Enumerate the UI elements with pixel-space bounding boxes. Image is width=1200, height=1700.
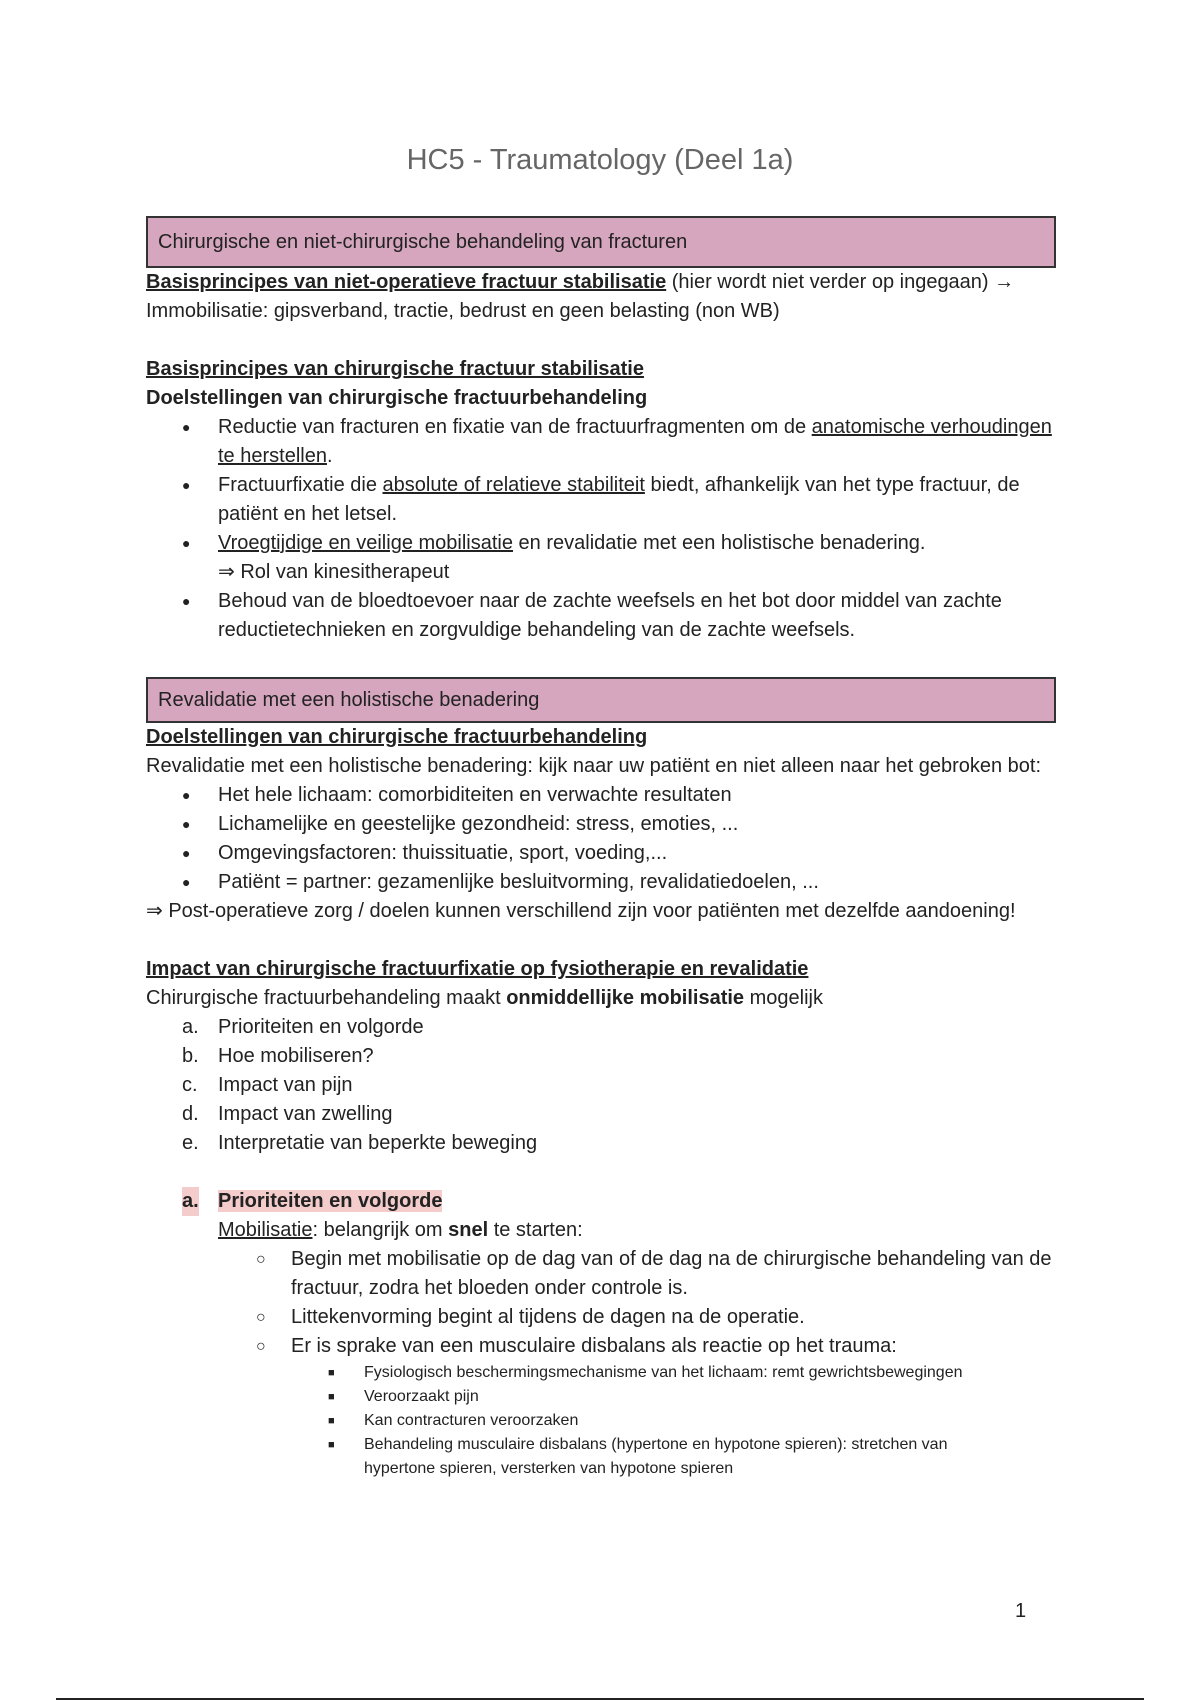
heading-chirurgische-stabilisatie: Basisprincipes van chirurgische fractuur stabilisatie [146,358,644,380]
list-item: ● Het hele lichaam: comorbiditeiten en verwachte resultaten [146,781,1056,810]
paragraph-mobilisatie-snel: Mobilisatie: belangrijk om snel te starten: [218,1219,583,1241]
square-list [146,1361,1056,1481]
list-item: ○ Begin met mobilisatie op de dag van of de dag na de chirurgische behandeling van de fractuur, zodra het bloeden onder controle is. [146,1245,1056,1303]
list-item: ● Reductie van fracturen en fixatie van de fractuurfragmenten om de anatomische verhoudingen te herstellen. [146,413,1056,471]
paragraph-conclusie: ⇒ Post-operatieve zorg / doelen kunnen verschillend zijn voor patiënten met dezelfde aandoening! [146,900,1016,922]
list-item: ■ Fysiologisch beschermingsmechanisme van het lichaam: remt gewrichtsbewegingen [146,1361,1056,1385]
list-item: ■ Kan contracturen veroorzaken [146,1409,1056,1433]
ordered-list-impact [146,1013,1056,1158]
section-header-fracturen: Chirurgische en niet-chirurgische behandeling van fracturen [146,216,1056,268]
list-item: b. Hoe mobiliseren? [182,1045,374,1067]
list-item: ■ Veroorzaakt pijn [146,1385,1056,1409]
list-item: ■ Behandeling musculaire disbalans (hypertone en hypotone spieren): stretchen van hypertone spieren, versterken van hypotone spieren [146,1433,1056,1481]
list-item: ● Fractuurfixatie die absolute of relatieve stabiliteit biedt, afhankelijk van het type fractuur, de patiënt en het letsel. [146,471,1056,529]
content [146,216,1056,1481]
subheading-prioriteiten: a. Prioriteiten en volgorde [146,1187,1056,1216]
list-item: ● Omgevingsfactoren: thuissituatie, sport, voeding,... [146,839,1056,868]
section-header-revalidatie: Revalidatie met een holistische benadering [146,677,1056,723]
paragraph-niet-operatief: Basisprincipes van niet-operatieve fractuur stabilisatie (hier wordt niet verder op ingegaan) → Immobilisatie: gipsverband, tractie, bedrust en geen belasting (non WB) [146,271,1015,322]
list-item: ● Patiënt = partner: gezamenlijke besluitvorming, revalidatiedoelen, ... [146,868,1056,897]
list-item: a. Prioriteiten en volgorde [182,1016,424,1038]
list-item: c. Impact van pijn [182,1074,353,1096]
circle-list [146,1245,1056,1361]
page-number: 1 [1015,1600,1027,1622]
bullet-list-doelstellingen [146,413,1056,645]
paragraph-mobilisatie: Chirurgische fractuurbehandeling maakt onmiddellijke mobilisatie mogelijk [146,987,823,1009]
paragraph-holistisch: Revalidatie met een holistische benadering: kijk naar uw patiënt en niet alleen naar het gebroken bot: [146,755,1042,777]
page-title: HC5 - Traumatology (Deel 1a) [406,144,794,176]
list-item: ○ Er is sprake van een musculaire disbalans als reactie op het trauma: [146,1332,1056,1361]
list-item: ● Vroegtijdige en veilige mobilisatie en revalidatie met een holistische benadering. ⇒ Rol van kinesitherapeut [146,529,1056,587]
bullet-list-holistisch [146,781,1056,897]
heading-doelstellingen: Doelstellingen van chirurgische fractuurbehandeling [146,387,648,409]
list-item: e. Interpretatie van beperkte beweging [182,1132,538,1154]
heading-impact: Impact van chirurgische fractuurfixatie op fysiotherapie en revalidatie [146,958,809,980]
list-item: ● Lichamelijke en geestelijke gezondheid: stress, emoties, ... [146,810,1056,839]
heading-doelstellingen-2: Doelstellingen van chirurgische fractuurbehandeling [146,726,648,748]
list-item: ● Behoud van de bloedtoevoer naar de zachte weefsels en het bot door middel van zachte reductietechnieken en zorgvuldige behandeling van de zachte weefsels. [146,587,1056,645]
list-item: d. Impact van zwelling [182,1103,393,1125]
list-item: ○ Littekenvorming begint al tijdens de dagen na de operatie. [146,1303,1056,1332]
